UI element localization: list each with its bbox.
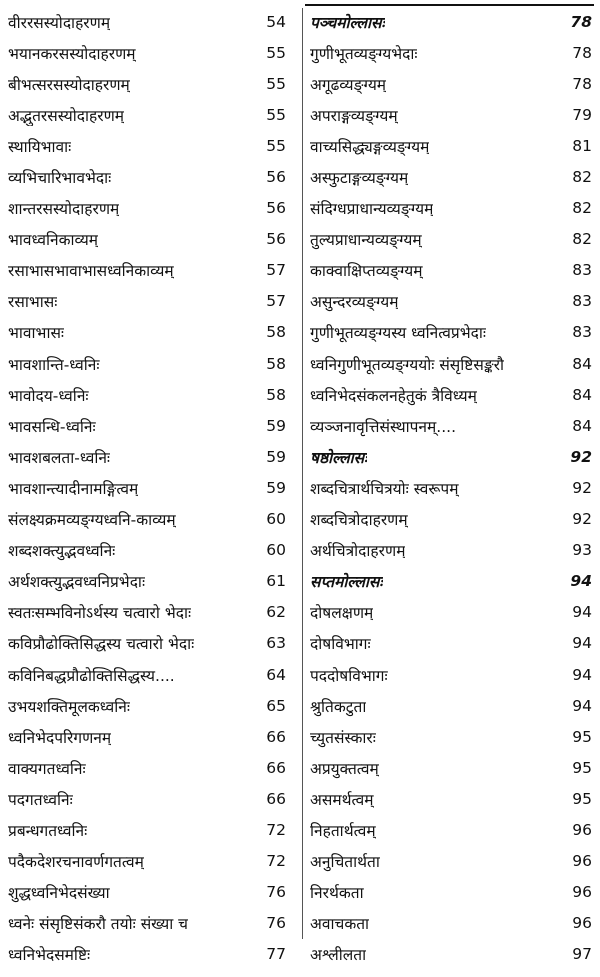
page-number: 94 bbox=[572, 696, 592, 715]
page-number: 84 bbox=[572, 416, 592, 435]
entry-title: रसाभासः bbox=[8, 293, 58, 312]
page-number: 83 bbox=[572, 261, 592, 280]
entry-title: भावोदय-ध्वनिः bbox=[8, 386, 89, 405]
entry-title: भावशबलता-ध्वनिः bbox=[8, 448, 111, 467]
toc-entry bbox=[300, 877, 596, 908]
entry-title: स्थायिभावाः bbox=[8, 137, 72, 156]
chapter-heading bbox=[300, 441, 596, 472]
page-number: 59 bbox=[266, 478, 286, 497]
entry-title: असुन्दरव्यङ्ग्यम् bbox=[310, 293, 399, 312]
entry-title: गुणीभूतव्यङ्ग्यभेदाः bbox=[310, 44, 418, 63]
toc-entry bbox=[300, 659, 596, 690]
page-number: 97 bbox=[572, 945, 592, 964]
entry-title: शब्दचित्रार्थचित्रयोः स्वरूपम् bbox=[310, 479, 459, 498]
entry-title: अद्भुतरसस्योदाहरणम् bbox=[8, 106, 125, 125]
entry-title: अस्फुटाङ्गव्यङ्ग्यम् bbox=[310, 169, 409, 188]
page-number: 58 bbox=[266, 385, 286, 404]
entry-title: ध्वनिगुणीभूतव्यङ्ग्ययोः संसृष्टिसङ्करौ bbox=[310, 355, 504, 374]
entry-title: निहतार्थत्वम् bbox=[310, 821, 376, 840]
page-number: 57 bbox=[266, 261, 286, 280]
toc-entry bbox=[0, 597, 300, 628]
entry-title: दोषलक्षणम् bbox=[310, 604, 374, 623]
entry-title: वीररसस्योदाहरणम् bbox=[8, 13, 111, 32]
entry-title: च्युतसंस्कारः bbox=[310, 728, 376, 747]
toc-entry bbox=[0, 410, 300, 441]
toc-entry bbox=[0, 783, 300, 814]
toc-entry bbox=[300, 908, 596, 939]
entry-title: पदगतध्वनिः bbox=[8, 790, 73, 809]
entry-title: ध्वनिभेदसंकलनहेतुकं त्रैविध्यम् bbox=[310, 386, 477, 405]
page-number: 84 bbox=[572, 354, 592, 373]
entry-title: पददोषविभागः bbox=[310, 666, 388, 685]
chapter-title: सप्तमोल्लासः bbox=[310, 573, 383, 592]
entry-title: भावध्वनिकाव्यम् bbox=[8, 231, 99, 250]
page-number: 58 bbox=[266, 323, 286, 342]
page-number: 78 bbox=[572, 43, 592, 62]
page-number: 92 bbox=[570, 447, 592, 466]
page-number: 66 bbox=[266, 758, 286, 777]
entry-title: बीभत्सरसस्योदाहरणम् bbox=[8, 75, 130, 94]
entry-title: शुद्धध्वनिभेदसंख्या bbox=[8, 884, 110, 903]
toc-entry bbox=[0, 37, 300, 68]
entry-title: अश्लीलता bbox=[310, 946, 367, 965]
page-number: 60 bbox=[266, 510, 286, 529]
toc-entry bbox=[0, 877, 300, 908]
toc-entry bbox=[300, 68, 596, 99]
page-number: 83 bbox=[572, 323, 592, 342]
toc-entry bbox=[300, 814, 596, 845]
entry-title: व्यभिचारिभावभेदाः bbox=[8, 169, 112, 188]
page-number: 56 bbox=[266, 199, 286, 218]
entry-title: वाच्यसिद्ध्यङ्गव्यङ्ग्यम् bbox=[310, 137, 430, 156]
toc-entry bbox=[300, 161, 596, 192]
toc-entry bbox=[0, 814, 300, 845]
toc-entry bbox=[0, 690, 300, 721]
entry-title: अप्रयुक्तत्वम् bbox=[310, 759, 379, 778]
chapter-heading bbox=[300, 6, 596, 37]
entry-title: असमर्थत्वम् bbox=[310, 790, 374, 809]
toc-entry bbox=[0, 441, 300, 472]
entry-title: शान्तरसस्योदाहरणम् bbox=[8, 200, 120, 219]
toc-entry bbox=[300, 224, 596, 255]
toc-entry bbox=[0, 286, 300, 317]
page-number: 59 bbox=[266, 416, 286, 435]
entry-title: अगूढव्यङ्ग्यम् bbox=[310, 75, 387, 94]
right-column bbox=[300, 6, 596, 970]
entry-title: कविनिबद्धप्रौढोक्तिसिद्धस्य.... bbox=[8, 666, 175, 685]
entry-title: रसाभासभावाभासध्वनिकाव्यम् bbox=[8, 262, 174, 281]
toc-entry bbox=[300, 317, 596, 348]
toc-entry bbox=[300, 130, 596, 161]
page-number: 66 bbox=[266, 727, 286, 746]
entry-title: भावशान्ति-ध्वनिः bbox=[8, 355, 100, 374]
toc-entry bbox=[0, 472, 300, 503]
toc-entry bbox=[0, 752, 300, 783]
entry-title: तुल्यप्राधान्यव्यङ्ग्यम् bbox=[310, 231, 422, 250]
entry-title: शब्दशक्त्युद्भवध्वनिः bbox=[8, 542, 116, 561]
left-column bbox=[0, 6, 300, 970]
toc-entry bbox=[0, 224, 300, 255]
entry-title: निरर्थकता bbox=[310, 884, 364, 903]
page-number: 76 bbox=[266, 914, 286, 933]
toc-entry bbox=[300, 783, 596, 814]
entry-title: प्रबन्धगतध्वनिः bbox=[8, 821, 88, 840]
page-number: 96 bbox=[572, 820, 592, 839]
page-number: 62 bbox=[266, 603, 286, 622]
page-number: 58 bbox=[266, 354, 286, 373]
toc-entry bbox=[300, 410, 596, 441]
toc-entry bbox=[0, 68, 300, 99]
toc-entry bbox=[300, 752, 596, 783]
toc-entry bbox=[0, 161, 300, 192]
toc-entry bbox=[0, 99, 300, 130]
toc-entry bbox=[300, 286, 596, 317]
toc-entry bbox=[300, 535, 596, 566]
entry-title: अनुचितार्थता bbox=[310, 853, 380, 872]
page-number: 82 bbox=[572, 230, 592, 249]
page-number: 55 bbox=[266, 136, 286, 155]
page-number: 72 bbox=[266, 852, 286, 871]
entry-title: अर्थशक्त्युद्भवध्वनिप्रभेदाः bbox=[8, 573, 146, 592]
page-number: 60 bbox=[266, 541, 286, 560]
entry-title: स्वतःसम्भविनोऽर्थस्य चत्वारो भेदाः bbox=[8, 604, 192, 623]
toc-entry bbox=[0, 628, 300, 659]
page-number: 92 bbox=[572, 478, 592, 497]
entry-title: पदैकदेशरचनावर्णगतत्वम् bbox=[8, 853, 144, 872]
chapter-title: पञ्चमोल्लासः bbox=[310, 13, 385, 32]
toc-entry bbox=[0, 193, 300, 224]
toc-entry bbox=[300, 37, 596, 68]
toc-entry bbox=[300, 255, 596, 286]
toc-entry bbox=[300, 348, 596, 379]
page-number: 65 bbox=[266, 696, 286, 715]
entry-title: भावशान्त्यादीनामङ्गित्वम् bbox=[8, 479, 139, 498]
page-number: 96 bbox=[572, 852, 592, 871]
toc-entry bbox=[0, 659, 300, 690]
page-number: 55 bbox=[266, 105, 286, 124]
entry-title: अपराङ्गव्यङ्ग्यम् bbox=[310, 106, 398, 125]
page-number: 82 bbox=[572, 199, 592, 218]
entry-title: शब्दचित्रोदाहरणम् bbox=[310, 511, 408, 530]
toc-entry bbox=[0, 130, 300, 161]
page-number: 78 bbox=[570, 12, 592, 31]
toc-entry bbox=[0, 939, 300, 970]
page-number: 56 bbox=[266, 168, 286, 187]
toc-entry bbox=[300, 472, 596, 503]
entry-title: व्यञ्जनावृत्तिसंस्थापनम्.... bbox=[310, 417, 457, 436]
chapter-title: षष्ठोल्लासः bbox=[310, 448, 368, 467]
page-number: 96 bbox=[572, 883, 592, 902]
toc-entry bbox=[300, 690, 596, 721]
toc-entry bbox=[300, 379, 596, 410]
page-number: 63 bbox=[266, 634, 286, 653]
page-number: 61 bbox=[266, 572, 286, 591]
toc-entry bbox=[0, 348, 300, 379]
entry-title: दोषविभागः bbox=[310, 635, 371, 654]
page-number: 96 bbox=[572, 914, 592, 933]
toc-entry bbox=[0, 379, 300, 410]
toc-entry bbox=[0, 535, 300, 566]
entry-title: अर्थचित्रोदाहरणम् bbox=[310, 542, 406, 561]
toc-entry bbox=[300, 99, 596, 130]
toc-entry bbox=[0, 6, 300, 37]
page-number: 81 bbox=[572, 136, 592, 155]
page-number: 95 bbox=[572, 727, 592, 746]
entry-title: ध्वनेः संसृष्टिसंकरौ तयोः संख्या च bbox=[8, 915, 189, 934]
entry-title: संलक्ष्यक्रमव्यङ्ग्यध्वनि-काव्यम् bbox=[8, 511, 176, 530]
entry-title: भावाभासः bbox=[8, 324, 65, 343]
page-number: 55 bbox=[266, 74, 286, 93]
toc-entry bbox=[0, 504, 300, 535]
entry-title: श्रुतिकटुता bbox=[310, 697, 367, 716]
toc-entry bbox=[0, 721, 300, 752]
page-number: 54 bbox=[266, 12, 286, 31]
page-number: 66 bbox=[266, 789, 286, 808]
toc-entry bbox=[0, 566, 300, 597]
toc-entry bbox=[300, 846, 596, 877]
page-number: 95 bbox=[572, 789, 592, 808]
page-number: 82 bbox=[572, 168, 592, 187]
page-number: 55 bbox=[266, 43, 286, 62]
entry-title: गुणीभूतव्यङ्ग्यस्य ध्वनित्वप्रभेदाः bbox=[310, 324, 487, 343]
page-number: 59 bbox=[266, 447, 286, 466]
toc-entry bbox=[300, 628, 596, 659]
chapter-heading bbox=[300, 566, 596, 597]
page-number: 78 bbox=[572, 74, 592, 93]
page-number: 92 bbox=[572, 510, 592, 529]
page-number: 76 bbox=[266, 883, 286, 902]
toc-entry bbox=[300, 504, 596, 535]
page-number: 79 bbox=[572, 105, 592, 124]
entry-title: भावसन्धि-ध्वनिः bbox=[8, 417, 96, 436]
page-number: 94 bbox=[572, 665, 592, 684]
entry-title: अवाचकता bbox=[310, 915, 370, 934]
entry-title: ध्वनिभेदपरिगणनम् bbox=[8, 728, 112, 747]
toc-entry bbox=[0, 317, 300, 348]
toc-entry bbox=[0, 846, 300, 877]
entry-title: वाक्यगतध्वनिः bbox=[8, 759, 86, 778]
entry-title: उभयशक्तिमूलकध्वनिः bbox=[8, 697, 130, 716]
page-number: 94 bbox=[572, 603, 592, 622]
entry-title: कविप्रौढोक्तिसिद्धस्य चत्वारो भेदाः bbox=[8, 635, 195, 654]
page-number: 56 bbox=[266, 230, 286, 249]
page-number: 64 bbox=[266, 665, 286, 684]
page-number: 84 bbox=[572, 385, 592, 404]
page-number: 57 bbox=[266, 292, 286, 311]
toc-entry bbox=[300, 721, 596, 752]
page-number: 95 bbox=[572, 758, 592, 777]
entry-title: भयानकरसस्योदाहरणम् bbox=[8, 44, 136, 63]
toc-entry bbox=[300, 597, 596, 628]
toc-entry bbox=[300, 939, 596, 970]
page-number: 77 bbox=[266, 945, 286, 964]
entry-title: संदिग्धप्राधान्यव्यङ्ग्यम् bbox=[310, 200, 434, 219]
entry-title: काक्वाक्षिप्तव्यङ्ग्यम् bbox=[310, 262, 423, 281]
page-number: 72 bbox=[266, 820, 286, 839]
page-number: 94 bbox=[572, 634, 592, 653]
entry-title: ध्वनिभेदसमष्टिः bbox=[8, 946, 91, 965]
page-number: 83 bbox=[572, 292, 592, 311]
toc-entry bbox=[0, 255, 300, 286]
page-number: 94 bbox=[570, 572, 592, 591]
toc-entry bbox=[0, 908, 300, 939]
page-number: 93 bbox=[572, 541, 592, 560]
toc-entry bbox=[300, 193, 596, 224]
